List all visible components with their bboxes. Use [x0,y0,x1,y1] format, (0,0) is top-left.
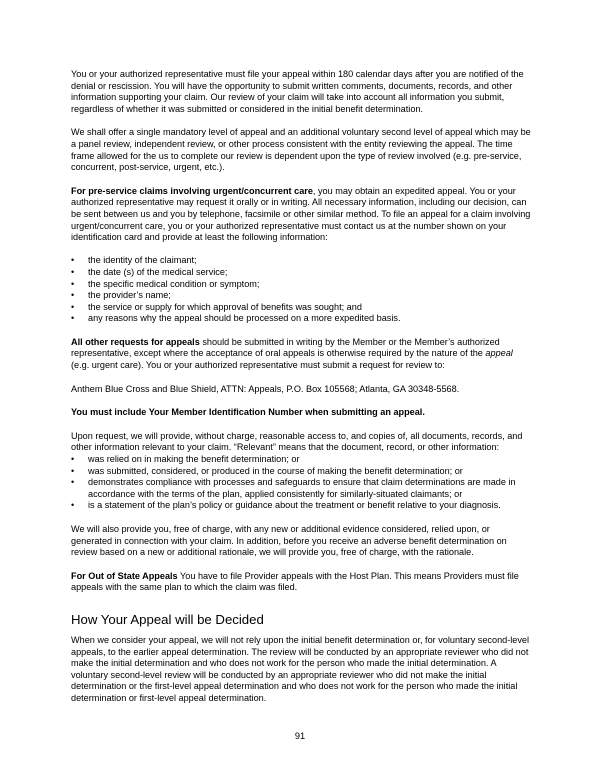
section-heading: How Your Appeal will be Decided [71,611,264,627]
urgent-care-text: , you may obtain an expedited appeal. You or your authorized representative may request it orally or in writing. All necessary information, including our decision, can be sent between us and you by telephone, facsimile or other similar method. To file an appeal for a claim involving urgent/concurrent care, you or your authorized representative must contact us at the number shown on your identification card and provide at least the following information: [71,185,531,243]
spacer [71,244,533,256]
out-of-state-text: You have to file Provider appeals with the Host Plan. This means Providers must file appeals with the same plan to which the claim was filed. [71,570,519,593]
list-item: • was relied on in making the benefit determination; or [71,454,533,466]
other-appeals-heading: All other requests for appeals [71,336,200,347]
other-appeals-text-end: (e.g. urgent care). You or your authorized representative must submit a request for review to: [71,360,445,371]
list-item: • demonstrates compliance with processes and safeguards to ensure that claim determinations are made in accordance with the terms of the plan, applied consistently for similarly-situated claimants; or [71,477,533,500]
urgent-care-heading: For pre-service claims involving urgent/concurrent care [71,185,313,196]
member-id-notice-text: You must include Your Member Identification Number when submitting an appeal. [71,407,425,418]
appeal-filing-paragraph: You or your authorized representative must file your appeal within 180 calendar days after you are notified of the denial or rescission. You will have the opportunity to submit written comments, documents, records, and other information supporting your claim. Our review of your claim will take into account all information you submit, regardless of whether it was submitted or considered in the initial benefit determination. [71,69,524,114]
list-item: • the specific medical condition or symptom; [71,279,533,291]
member-id-notice [71,407,533,419]
list-item: • the provider’s name; [71,290,533,302]
other-appeals-paragraph [71,337,533,372]
list-item: • the date (s) of the medical service; [71,267,533,279]
out-of-state-paragraph [71,571,533,594]
list-item: • the service or supply for which approval of benefits was sought; and [71,302,533,314]
list-item: • is a statement of the plan’s policy or guidance about the treatment or benefit relative to your diagnosis. [71,500,533,512]
new-evidence-paragraph: We will also provide you, free of charge, with any new or additional evidence considered, relied upon, or generated in connection with your claim. In addition, before you receive an adverse benefit determination on review based on a new or additional rationale, we will provide you, free of charge, with the rationale. [71,524,507,558]
urgent-info-list [71,255,533,325]
appeals-address: Anthem Blue Cross and Blue Shield, ATTN: Appeals, P.O. Box 105568; Atlanta, GA 30348-5568. [71,383,460,394]
list-item: • the identity of the claimant; [71,255,533,267]
other-appeals-text: should be submitted in writing by the Member or the Member’s authorized representative, except where the acceptance of oral appeals is otherwise required by the nature of the [71,336,500,359]
relevant-docs-paragraph: Upon request, we will provide, without charge, reasonable access to, and copies of, all documents, records, and other information relevant to your claim. “Relevant” means that the document, record, or other information: [71,430,523,453]
appeal-italic: appeal [485,348,513,359]
list-item: • any reasons why the appeal should be processed on a more expedited basis. [71,313,533,325]
appeal-levels-paragraph: We shall offer a single mandatory level of appeal and an additional voluntary second level of appeal which may be a panel review, independent review, or other process consistent with the entity reviewing the appeal. The time frame allowed for the us to complete our review is dependent upon the type of review involved (e.g. pre-service, concurrent, post-service, urgent, etc.). [71,127,531,173]
out-of-state-heading: For Out of State Appeals [71,570,178,581]
page-number: 91 [294,731,306,741]
urgent-care-paragraph [71,186,533,244]
relevant-criteria-list [71,454,533,512]
list-item: • was submitted, considered, or produced in the course of making the benefit determination; or [71,466,533,478]
document-page [71,69,533,717]
decision-paragraph: When we consider your appeal, we will not rely upon the initial benefit determination or, for voluntary second-level appeals, to the earlier appeal determination. The review will be conducted by an appropriate reviewer who did not make the initial determination and who does not work for the person who made the initial determination. A voluntary second-level review will be conducted by an appropriate reviewer who did not make the initial determination or the first-level appeal determination and who does not work for the person who made the initial determination or first-level appeal determination. [71,634,530,703]
